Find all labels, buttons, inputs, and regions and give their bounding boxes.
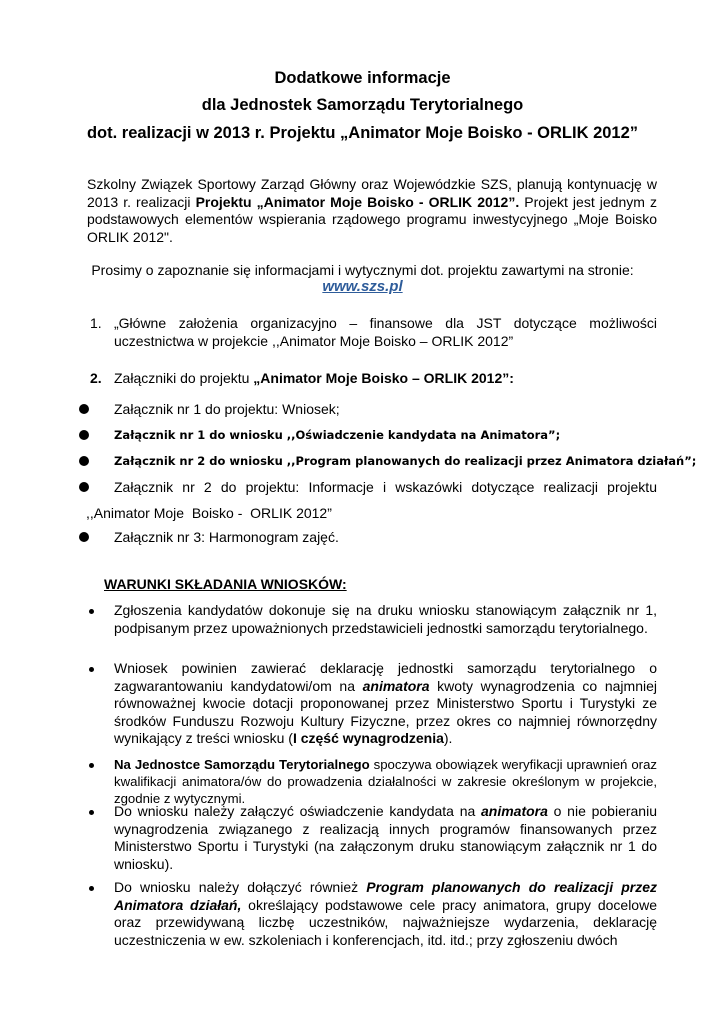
bullet-icon bbox=[89, 667, 94, 672]
attachment-3: Załącznik nr 2 do wniosku ,,Program planowanych do realizacji przez Animatora działań”; bbox=[114, 454, 697, 468]
bullet-icon bbox=[79, 404, 89, 414]
condition-2-text-a: Wniosek powinien zawierać deklarację jednostki samorządu terytorialnego o zagwarantowaniu kandydatowi/om na bbox=[114, 660, 657, 694]
condition-4 bbox=[114, 803, 657, 873]
condition-4-text-a: Do wniosku należy załączyć oświadczenie kandydata na bbox=[114, 803, 481, 819]
title-line-3: dot. realizacji w 2013 r. Projektu „Animator Moje Boisko - ORLIK 2012” bbox=[86, 124, 639, 142]
intro-paragraph bbox=[87, 176, 657, 246]
condition-5 bbox=[114, 879, 657, 949]
bullet-icon bbox=[79, 456, 89, 466]
condition-5-text-c: określający podstawowe cele pracy animatora, grupy docelowe oraz przewidywaną liczbę uczestników, najważniejsze wydarzenia, deklarację uczestniczenia w ew. szkoleniach i konferencjach, itd. itd.; przy zgłoszeniu dwóch bbox=[114, 896, 657, 948]
condition-2-text-e: ). bbox=[443, 730, 453, 746]
numbered-item-1: „Główne założenia organizacyjno – finansowe dla JST dotyczące możliwości uczestnictwa w projekcie ,,Animator Moje Boisko – ORLIK 2012” bbox=[114, 315, 657, 349]
condition-5-program: Program planowanych do realizacji przez Animatora działań, bbox=[114, 879, 657, 913]
attachment-1: Załącznik nr 1 do projektu: Wniosek; bbox=[114, 401, 340, 417]
numbered-item-2 bbox=[114, 369, 657, 387]
attachment-2: Załącznik nr 1 do wniosku ,,Oświadczenie kandydata na Animatora”; bbox=[114, 428, 561, 442]
condition-3 bbox=[114, 756, 657, 807]
condition-5-text-a: Do wniosku należy dołączyć również bbox=[114, 879, 367, 895]
bullet-icon bbox=[89, 609, 94, 614]
condition-2-salary-part: I część wynagrodzenia bbox=[292, 730, 444, 746]
conditions-heading: WARUNKI SKŁADANIA WNIOSKÓW: bbox=[104, 576, 347, 592]
condition-2-animator: animatora bbox=[362, 677, 430, 694]
bullet-icon bbox=[79, 532, 89, 542]
bullet-icon bbox=[89, 763, 94, 768]
condition-3-jst: Na Jednostce Samorządu Terytorialnego bbox=[114, 757, 370, 772]
bullet-icon bbox=[89, 886, 94, 891]
condition-1: Zgłoszenia kandydatów dokonuje się na druku wniosku stanowiącym załącznik nr 1, podpisanym przez upoważnionych przedstawicieli jednostki samorządu terytorialnego. bbox=[114, 602, 657, 636]
title-line-1: Dodatkowe informacje bbox=[274, 69, 451, 87]
attachment-4-line-1: Załącznik nr 2 do projektu: Informacje i wskazówki dotyczące realizacji projektu bbox=[114, 479, 657, 495]
attachment-5: Załącznik nr 3: Harmonogram zajęć. bbox=[114, 529, 339, 545]
condition-2-text-c: kwoty wynagrodzenia co najmniej równoważnej kwocie dotacji proponowanej przez Ministerstwo Sportu i Turystyki ze środków Funduszu Rozwoju Kultury Fizyczne, przez okres co najmniej równorzędny wynikający z treści wniosku ( bbox=[114, 677, 657, 746]
numbered-item-2-text: Załączniki do projektu bbox=[114, 370, 254, 386]
numbered-item-2-project: „Animator Moje Boisko – ORLIK 2012”: bbox=[253, 370, 514, 386]
title-line-2: dla Jednostek Samorządu Terytorialnego bbox=[201, 96, 524, 114]
bullet-icon bbox=[79, 430, 89, 440]
condition-4-animator: animatora bbox=[481, 803, 548, 819]
website-link[interactable]: www.szs.pl bbox=[322, 278, 403, 295]
bullet-icon bbox=[79, 482, 89, 492]
list-number-1: 1. bbox=[90, 315, 102, 331]
condition-3-text: spoczywa obowiązek weryfikacji uprawnień oraz kwalifikacji animatora/ów do prowadzenia działalności w zakresie określonym w projekcie, zgodnie z wytycznymi. bbox=[114, 757, 658, 806]
attachment-4-line-2: ,,Animator Moje Boisko - ORLIK 2012” bbox=[86, 505, 332, 521]
intro-project-name: Projektu „Animator Moje Boisko - ORLIK 2012”. bbox=[195, 193, 520, 210]
intro-text-2: Projekt jest jednym z podstawowych elementów wspierania rządowego programu inwestycyjnego „Moje Boisko ORLIK 2012". bbox=[87, 193, 657, 245]
condition-4-text-c: o nie pobieraniu wynagrodzenia związanego z realizacją innych programów finansowanych przez Ministerstwo Sportu i Turystyki (na załączonym druku stanowiącym załącznik nr 1 do wniosku). bbox=[114, 803, 657, 872]
bullet-icon bbox=[89, 810, 94, 815]
intro-text-1: Szkolny Związek Sportowy Zarząd Główny oraz Wojewódzkie SZS, planują kontynuację w 2013 r. realizacji bbox=[87, 176, 657, 210]
condition-2 bbox=[114, 660, 657, 748]
list-number-2: 2. bbox=[90, 370, 102, 386]
request-paragraph: Prosimy o zapoznanie się informacjami i wytycznymi dot. projektu zawartymi na stronie: bbox=[91, 262, 634, 278]
